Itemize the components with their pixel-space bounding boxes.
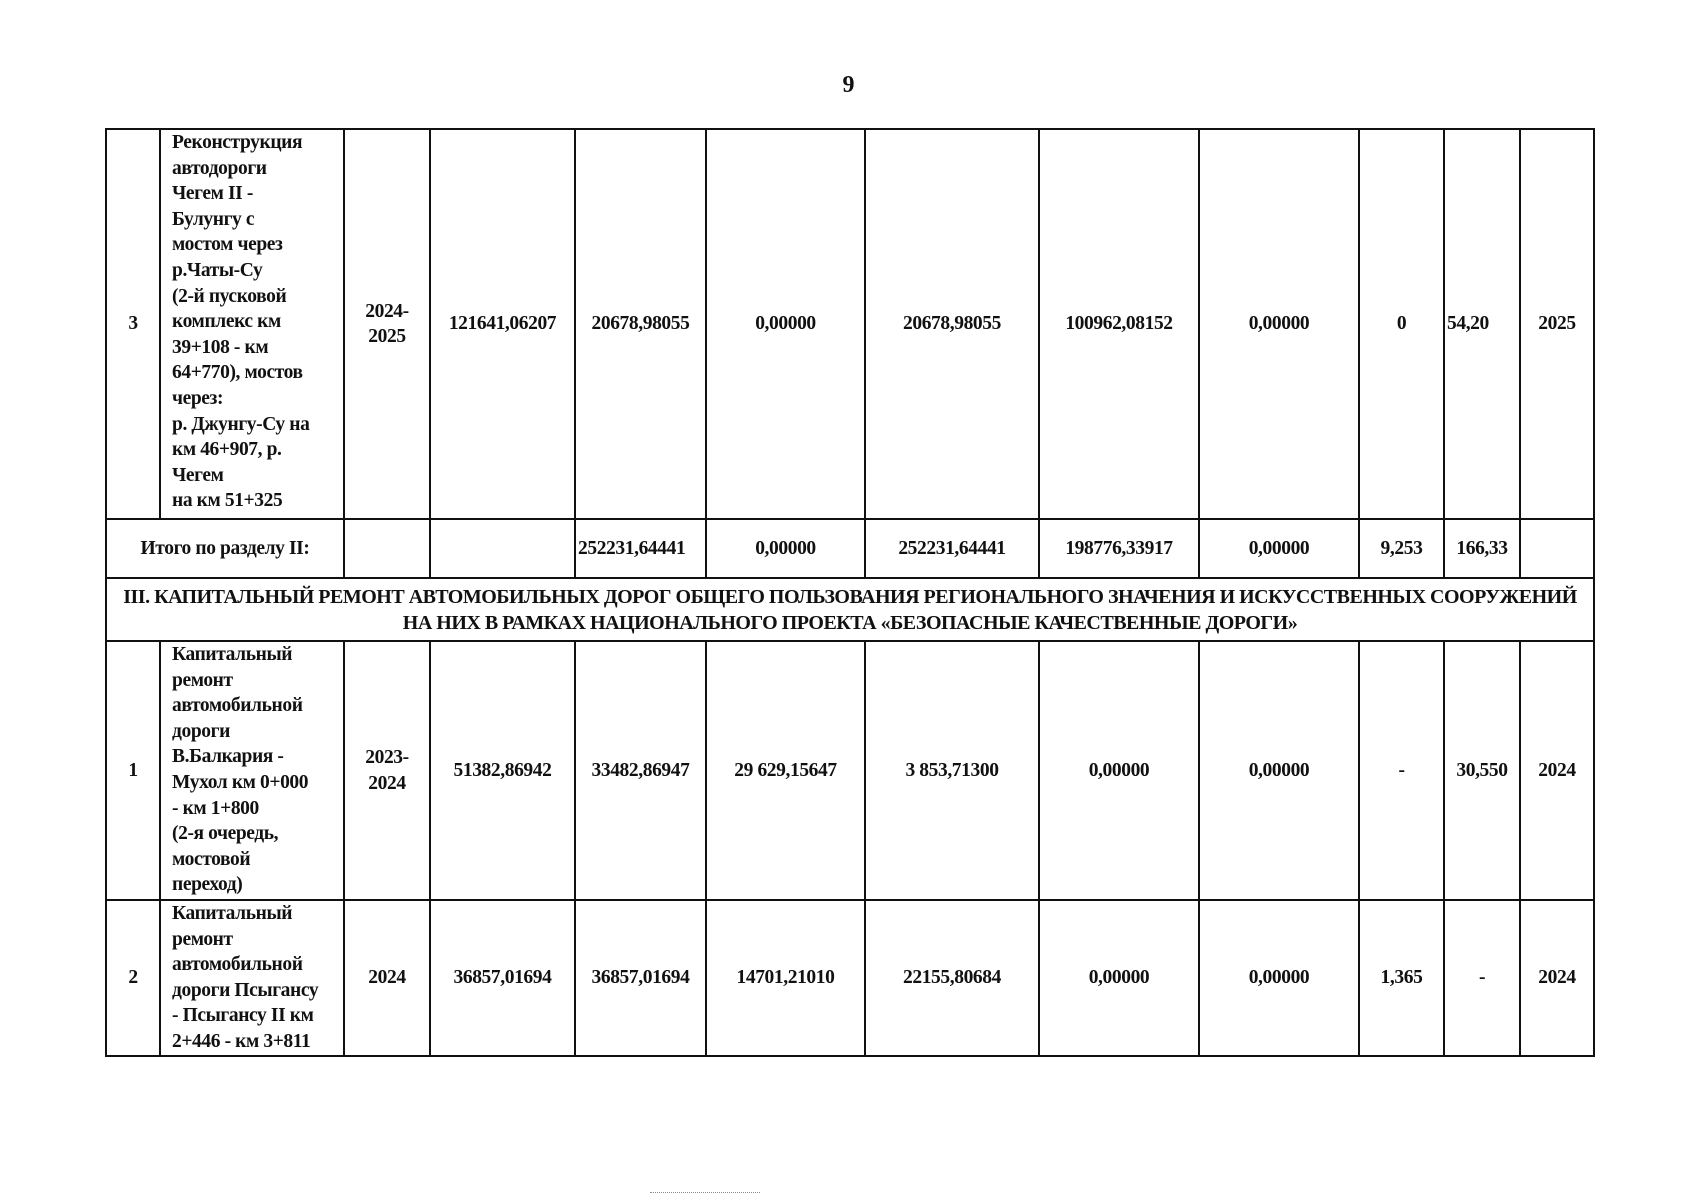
value-cell: 54,20 <box>1444 129 1520 519</box>
value-cell: 0,00000 <box>706 129 865 519</box>
table-row-total <box>106 519 1594 578</box>
value-cell: 14701,21010 <box>706 900 865 1056</box>
row-number: 2 <box>106 900 160 1056</box>
object-name: Реконструкция автодороги Чегем II - Булунгу с мостом через р.Чаты-Су (2-й пусковой комплекс км 39+108 - км 64+770), мостов через: р. Джунгу-Су на км 46+907, р. Чегем на км 51+325 <box>160 129 344 519</box>
data-table <box>105 128 1595 1057</box>
value-cell: 51382,86942 <box>430 641 575 900</box>
value-cell: 3 853,71300 <box>865 641 1039 900</box>
value-cell: 0,00000 <box>1199 129 1359 519</box>
value-cell: 100962,08152 <box>1039 129 1199 519</box>
value-cell: 30,550 <box>1444 641 1520 900</box>
object-name: Капитальный ремонт автомобильной дороги В.Балкария - Мухол км 0+000 - км 1+800 (2-я очередь, мостовой переход) <box>160 641 344 900</box>
table-row <box>106 129 1594 519</box>
empty-cell <box>430 519 575 578</box>
value-cell: 36857,01694 <box>575 900 706 1056</box>
value-cell: 0 <box>1359 129 1444 519</box>
table-row <box>106 900 1594 1056</box>
value-cell: 0,00000 <box>1199 519 1359 578</box>
period-cell: 2024- 2025 <box>344 129 430 519</box>
value-cell: 20678,98055 <box>865 129 1039 519</box>
period-cell: 2024 <box>344 900 430 1056</box>
value-cell: 121641,06207 <box>430 129 575 519</box>
value-cell: 166,33 <box>1444 519 1520 578</box>
row-number: 3 <box>106 129 160 519</box>
value-cell: 20678,98055 <box>575 129 706 519</box>
object-name: Капитальный ремонт автомобильной дороги Псыгансу - Псыгансу II км 2+446 - км 3+811 <box>160 900 344 1056</box>
value-cell: 36857,01694 <box>430 900 575 1056</box>
table-row <box>106 641 1594 900</box>
value-cell: 0,00000 <box>706 519 865 578</box>
completion-year-cell: 2024 <box>1520 641 1594 900</box>
scan-artifact <box>650 1192 760 1196</box>
value-cell: 9,253 <box>1359 519 1444 578</box>
section-header: III. КАПИТАЛЬНЫЙ РЕМОНТ АВТОМОБИЛЬНЫХ ДОРОГ ОБЩЕГО ПОЛЬЗОВАНИЯ РЕГИОНАЛЬНОГО ЗНАЧЕНИЯ И ИСКУССТВЕННЫХ СООРУЖЕНИЙ НА НИХ В РАМКАХ НАЦИОНАЛЬНОГО ПРОЕКТА «БЕЗОПАСНЫЕ КАЧЕСТВЕННЫЕ ДОРОГИ» <box>106 578 1594 641</box>
section-header-row <box>106 578 1594 641</box>
value-cell: 252231,64441 <box>865 519 1039 578</box>
value-cell: - <box>1359 641 1444 900</box>
completion-year-cell: 2025 <box>1520 129 1594 519</box>
total-label: Итого по разделу II: <box>106 519 344 578</box>
page-number: 9 <box>842 72 855 98</box>
period-cell: 2023- 2024 <box>344 641 430 900</box>
completion-year-cell: 2024 <box>1520 900 1594 1056</box>
value-cell: - <box>1444 900 1520 1056</box>
value-cell: 22155,80684 <box>865 900 1039 1056</box>
value-cell: 29 629,15647 <box>706 641 865 900</box>
value-cell: 0,00000 <box>1199 900 1359 1056</box>
value-cell: 33482,86947 <box>575 641 706 900</box>
value-cell: 0,00000 <box>1039 641 1199 900</box>
empty-cell <box>1520 519 1594 578</box>
empty-cell <box>344 519 430 578</box>
value-cell: 1,365 <box>1359 900 1444 1056</box>
value-cell: 0,00000 <box>1039 900 1199 1056</box>
value-cell: 252231,64441 <box>575 519 706 578</box>
row-number: 1 <box>106 641 160 900</box>
value-cell: 0,00000 <box>1199 641 1359 900</box>
value-cell: 198776,33917 <box>1039 519 1199 578</box>
